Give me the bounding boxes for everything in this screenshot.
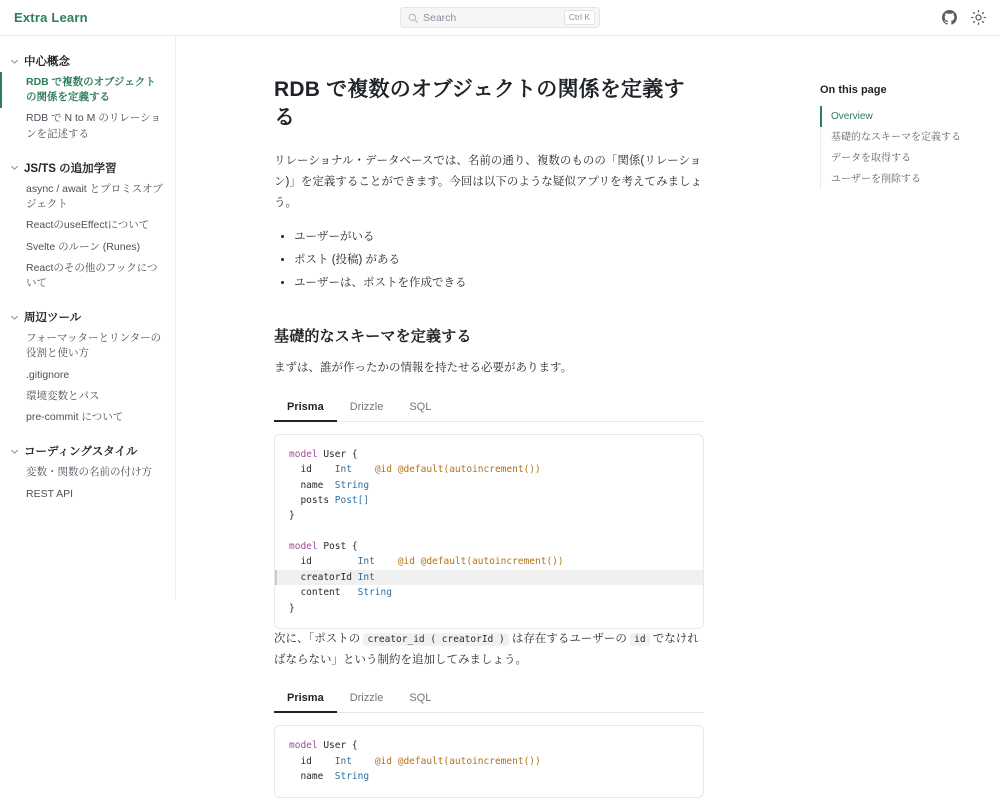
sidebar-group-label: 中心概念 xyxy=(24,56,70,68)
sidebar-item[interactable]: .gitignore xyxy=(26,368,70,381)
tab-prisma[interactable]: Prisma xyxy=(274,394,337,422)
toc-list xyxy=(820,106,984,190)
sidebar-item-list xyxy=(0,328,175,428)
code-block-2 xyxy=(274,725,704,797)
page-layout xyxy=(0,36,1000,783)
code-line: creatorId Int xyxy=(275,570,703,585)
code-line: content String xyxy=(289,587,392,599)
sidebar-nav xyxy=(0,36,176,599)
code-line: id Int @id @default(autoincrement()) xyxy=(289,464,541,476)
section-text-schema: まずは、誰が作ったかの情報を持たせる必要があります。 xyxy=(274,362,573,375)
chevron-down-icon xyxy=(10,57,19,66)
sidebar-group-toggle[interactable] xyxy=(0,157,175,179)
sidebar-item[interactable]: Reactのその他のフックについて xyxy=(26,261,158,289)
chevron-down-icon xyxy=(10,163,19,172)
code-tabs-1 xyxy=(274,394,704,422)
code-line: name String xyxy=(289,479,370,491)
code-line: model User { xyxy=(289,740,358,752)
sidebar-item[interactable]: pre-commit について xyxy=(26,411,124,424)
sidebar-group-label: コーディングスタイル xyxy=(24,446,138,459)
section-heading-schema: 基礎的なスキーマを定義する xyxy=(274,328,472,346)
list-item: • ユーザーは、ポストを作成できる xyxy=(294,272,704,295)
sidebar-item[interactable]: REST API xyxy=(26,487,74,500)
sidebar-item-list xyxy=(0,72,175,145)
page-title: RDB で複数のオブジェクトの関係を定義する xyxy=(274,78,685,130)
search-shortcut-badge: Ctrl K xyxy=(564,10,595,24)
sidebar-item[interactable]: ReactのuseEffectについて xyxy=(26,219,150,232)
constraint-text-3: でなければならない」という制約を追加してみましょう。 xyxy=(274,632,699,667)
toc-item[interactable]: ユーザーを削除する xyxy=(831,174,921,185)
sidebar-item-list xyxy=(0,462,175,504)
sun-icon[interactable] xyxy=(971,10,986,25)
search-input[interactable] xyxy=(400,7,600,28)
tab-sql[interactable]: SQL xyxy=(409,692,432,705)
constraint-paragraph xyxy=(274,629,704,672)
sidebar-item-list xyxy=(0,179,175,294)
header-actions xyxy=(942,10,986,25)
sidebar-group-toggle[interactable] xyxy=(0,50,175,72)
toc-title: On this page xyxy=(820,84,887,96)
sidebar-group-label: 周辺ツール xyxy=(24,312,82,325)
chevron-down-icon xyxy=(10,313,19,322)
sidebar-item[interactable]: フォーマッターとリンターの役割と使い方 xyxy=(26,332,162,360)
sidebar-item[interactable]: 変数・関数の名前の付け方 xyxy=(26,466,152,479)
inline-code-creator-id: creator_id ( creatorId ) xyxy=(363,633,508,646)
code-block-1 xyxy=(274,434,704,629)
toc-item[interactable]: データを取得する xyxy=(831,153,911,164)
search-container xyxy=(400,7,600,28)
tab-drizzle[interactable]: Drizzle xyxy=(349,400,384,413)
code-tabs-2 xyxy=(274,685,704,713)
sidebar-item[interactable]: Svelte のルーン (Runes) xyxy=(26,240,141,253)
inline-code-id: id xyxy=(630,633,649,646)
sidebar-group xyxy=(0,50,175,145)
code-line xyxy=(275,524,703,539)
search-placeholder: Search xyxy=(423,11,457,24)
toc-item[interactable]: Overview xyxy=(820,106,984,127)
code-line: name String xyxy=(289,771,370,783)
brand-logo[interactable]: Extra Learn xyxy=(14,10,88,25)
list-item: • ユーザーがいる xyxy=(294,226,704,249)
sidebar-item[interactable]: RDB で複数のオブジェクトの関係を定義する xyxy=(0,72,175,108)
main-content xyxy=(176,36,810,783)
constraint-text-1: 次に、「ポストの xyxy=(274,632,364,645)
app-header xyxy=(0,0,1000,36)
sidebar-group-label: JS/TS の追加学習 xyxy=(24,162,117,175)
chevron-down-icon xyxy=(10,447,19,456)
sidebar-item[interactable]: 環境変数とパス xyxy=(26,389,100,402)
code-line: id Int @id @default(autoincrement()) xyxy=(289,556,564,568)
sidebar-item[interactable]: async / await とプロミスオブジェクト xyxy=(26,182,163,211)
code-line: id Int @id @default(autoincrement()) xyxy=(289,755,541,767)
sidebar-group xyxy=(0,306,175,428)
sidebar-item[interactable]: RDB で N to M のリレーションを記述する xyxy=(26,112,161,140)
tab-drizzle[interactable]: Drizzle xyxy=(349,692,384,705)
sidebar-group-toggle[interactable] xyxy=(0,306,175,328)
intro-paragraph: リレーショナル・データベースでは、名前の通り、複数のものの「関係(リレーション)」を定義することができます。今回は以下のような疑似アプリを考えてみましょう。 xyxy=(274,154,702,210)
sidebar-group xyxy=(0,440,175,504)
list-item: • ポスト (投稿) がある xyxy=(294,249,704,272)
tab-sql[interactable]: SQL xyxy=(409,400,432,413)
code-line: posts Post[] xyxy=(289,494,370,506)
code-line: model Post { xyxy=(289,541,358,552)
code-line: model User { xyxy=(289,448,358,460)
sidebar-group xyxy=(0,157,175,294)
constraint-text-2: は存在するユーザーの xyxy=(508,632,631,645)
table-of-contents xyxy=(810,36,1000,599)
github-icon[interactable] xyxy=(942,10,957,25)
search-icon xyxy=(408,13,418,23)
sidebar-group-toggle[interactable] xyxy=(0,440,175,462)
code-line: } xyxy=(289,602,295,614)
feature-list xyxy=(274,226,704,295)
code-line: } xyxy=(289,510,295,522)
tab-prisma[interactable]: Prisma xyxy=(274,685,337,713)
toc-item[interactable]: 基礎的なスキーマを定義する xyxy=(831,132,961,143)
